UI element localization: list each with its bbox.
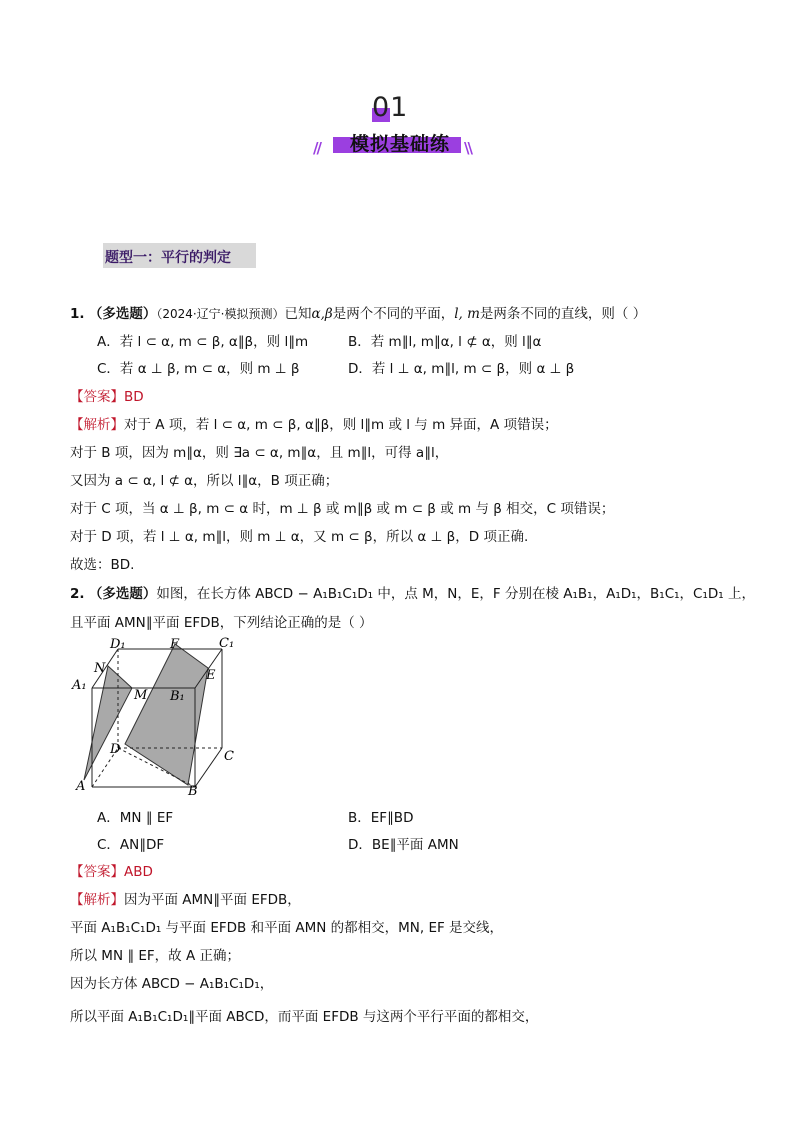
label-d: D (110, 742, 121, 757)
label-n: N (94, 661, 106, 676)
q2-tag: （多选题） (88, 586, 157, 602)
edge-bc (195, 748, 222, 787)
q2-analysis-text-1: 因为平面 AMN∥平面 EFDB， (124, 892, 301, 908)
label-b1: B₁ (170, 689, 185, 704)
q1-stem-d: l, m (454, 306, 480, 322)
q2-number: 2. (70, 586, 85, 602)
title-slash-right: \\ (464, 139, 471, 157)
label-e: E (206, 668, 216, 683)
label-d1: D₁ (110, 637, 126, 652)
q2-answer-value: ABD (124, 864, 153, 880)
q1-conclusion: 故选：BD. (70, 557, 135, 573)
q1-source: （2024·辽宁·模拟预测） (156, 307, 285, 321)
label-a: A (76, 779, 86, 794)
q1-answer (70, 385, 144, 405)
q1-option-a: A．若 l ⊂ α, m ⊂ β, α∥β，则 l∥m (97, 334, 309, 350)
chapter-number: 01 (372, 92, 409, 123)
q1-option-c: C．若 α ⊥ β, m ⊂ α，则 m ⊥ β (97, 361, 300, 377)
q2-analysis-line-1 (70, 888, 301, 908)
q2-stem-1: 如图，在长方体 ABCD − A₁B₁C₁D₁ 中，点 M，N，E，F 分别在棱 A₁B₁，A₁D₁，B₁C₁，C₁D₁ 上， (156, 586, 755, 602)
label-b: B (188, 784, 198, 799)
q2-option-a: A．MN ∥ EF (97, 810, 174, 826)
q2-option-d: D．BE∥平面 AMN (348, 837, 459, 853)
q2-analysis-line-4: 因为长方体 ABCD − A₁B₁C₁D₁， (70, 976, 274, 992)
q2-analysis-line-5: 所以平面 A₁B₁C₁D₁∥平面 ABCD，而平面 EFDB 与这两个平行平面的都相交， (70, 1009, 539, 1025)
q1-analysis-line-3: 又因为 a ⊂ α, l ⊄ α，所以 l∥α，B 项正确； (70, 473, 339, 489)
section-title: 题型一：平行的判定 (105, 250, 231, 266)
q1-stem-b: α,β (311, 306, 333, 322)
plane-amn (84, 666, 132, 780)
q1-option-b: B．若 m∥l, m∥α, l ⊄ α，则 l∥α (348, 334, 542, 350)
q2-analysis-label: 【解析】 (70, 892, 124, 908)
q1-answer-value: BD (124, 389, 144, 405)
plane-efdb (125, 644, 208, 785)
q1-analysis-text-1: 对于 A 项，若 l ⊂ α, m ⊂ β, α∥β，则 l∥m 或 l 与 m 异面，A 项错误； (124, 417, 558, 433)
q1-option-d: D．若 l ⊥ α, m∥l, m ⊂ β，则 α ⊥ β (348, 361, 575, 377)
q1-analysis-line-5: 对于 D 项，若 l ⊥ α, m∥l，则 m ⊥ α，又 m ⊂ β，所以 α ⊥ β，D 项正确. (70, 529, 529, 545)
q1-analysis-line-4: 对于 C 项，当 α ⊥ β, m ⊂ α 时，m ⊥ β 或 m∥β 或 m ⊂ β 或 m 与 β 相交，C 项错误； (70, 501, 615, 517)
label-a1: A₁ (72, 678, 87, 693)
q1-number: 1. (70, 306, 85, 322)
q2-stem-line-1 (70, 582, 755, 602)
q1-stem-c: 是两个不同的平面， (332, 306, 455, 322)
q2-option-b: B．EF∥BD (348, 810, 414, 826)
title-slash-left: // (313, 139, 320, 157)
q1-analysis-label: 【解析】 (70, 417, 124, 433)
q1-analysis-line-2: 对于 B 项，因为 m∥α，则 ∃a ⊂ α, m∥α，且 m∥l，可得 a∥l， (70, 445, 449, 461)
q2-option-c: C．AN∥DF (97, 837, 165, 853)
q1-stem (70, 302, 646, 322)
cuboid-figure (70, 632, 245, 802)
q1-stem-a: 已知 (284, 306, 312, 322)
q1-tag: （多选题） (88, 306, 157, 322)
label-c: C (224, 749, 234, 764)
q1-stem-e: 是两条不同的直线，则（ ） (479, 306, 647, 322)
q1-answer-label: 【答案】 (70, 389, 124, 405)
q2-stem-line-2: 且平面 AMN∥平面 EFDB，下列结论正确的是（ ） (70, 615, 373, 631)
q2-answer-label: 【答案】 (70, 864, 124, 880)
label-c1: C₁ (219, 636, 235, 651)
label-f: F (170, 637, 180, 652)
q2-analysis-line-3: 所以 MN ∥ EF，故 A 正确； (70, 948, 240, 964)
label-m: M (134, 688, 148, 703)
page-title: 模拟基础练 (349, 133, 450, 155)
q2-analysis-line-2: 平面 A₁B₁C₁D₁ 与平面 EFDB 和平面 AMN 的都相交，MN, EF 是交线， (70, 920, 504, 936)
q2-answer (70, 860, 153, 880)
q1-analysis-line-1 (70, 413, 558, 433)
